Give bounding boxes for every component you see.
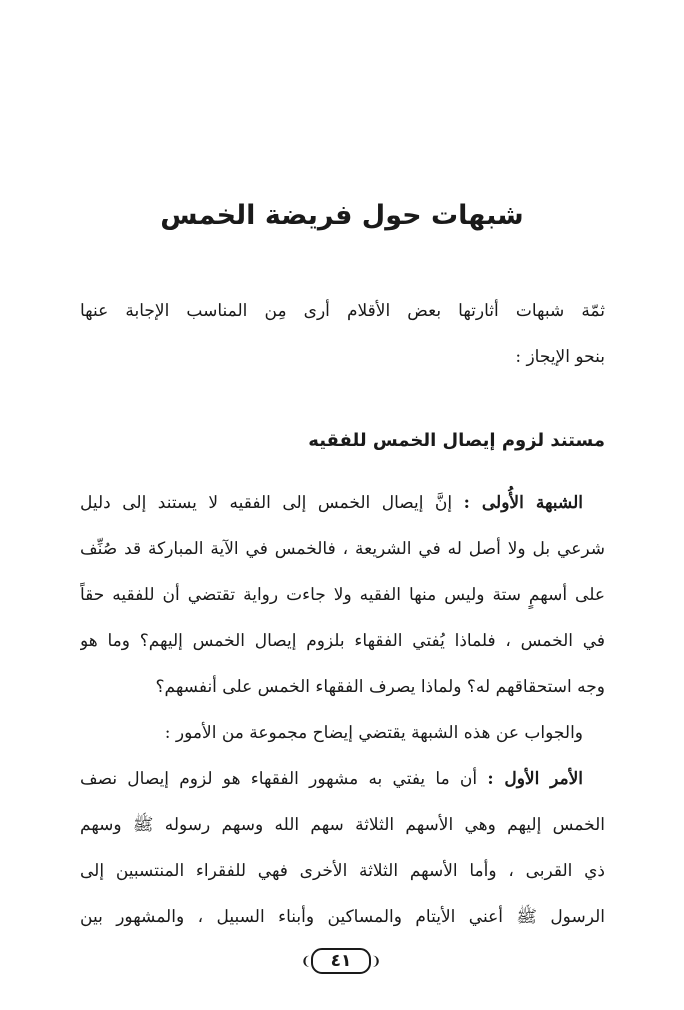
intro-line-1: ثمّة شبهات أثارتها بعض الأقلام أرى مِن المناسب الإجابة عنها bbox=[80, 301, 605, 321]
paragraph-line-5: وجه استحقاقهم له؟ ولماذا يصرف الفقهاء الخمس على أنفسهم؟ bbox=[155, 677, 605, 697]
paragraph-line-7-text: أن ما يفتي به مشهور الفقهاء هو لزوم إيصال نصف bbox=[80, 769, 478, 789]
paragraph-line-2: شرعي بل ولا أصل له في الشريعة ، فالخمس في الآية المباركة قد صُنِّف bbox=[80, 539, 605, 559]
ornament-left-icon: ❩ bbox=[301, 954, 312, 968]
main-paragraph bbox=[80, 480, 605, 940]
ornament-right-icon: ❨ bbox=[370, 954, 381, 968]
paragraph-line-7 bbox=[80, 756, 605, 802]
paragraph-line-10: الرسول ﷺ أعني الأيتام والمساكين وأبناء السبيل ، والمشهور بين bbox=[80, 907, 605, 927]
page-number-ornament bbox=[302, 948, 380, 974]
page-title: شبهات حول فريضة الخمس bbox=[160, 200, 524, 231]
intro-line-2: بنحو الإيجاز : bbox=[515, 347, 605, 367]
intro-paragraph bbox=[80, 288, 605, 380]
page-number: ٤١ bbox=[330, 951, 352, 971]
paragraph-line-1-text: إنَّ إيصال الخمس إلى الفقيه لا يستند إلى دليل bbox=[80, 493, 453, 513]
paragraph-line-6: والجواب عن هذه الشبهة يقتضي إيضاح مجموعة من الأمور : bbox=[164, 723, 583, 743]
paragraph-line-8: الخمس إليهم وهي الأسهم الثلاثة سهم الله وسهم رسوله ﷺ وسهم bbox=[80, 815, 605, 835]
paragraph-line-9: ذي القربى ، وأما الأسهم الثلاثة الأخرى فهي للفقراء المنتسبين إلى bbox=[80, 861, 605, 881]
shubha-label: الشبهة الأُولى : bbox=[463, 493, 583, 513]
amr-label: الأمر الأول : bbox=[487, 769, 583, 789]
section-heading: مستند لزوم إيصال الخمس للفقيه bbox=[308, 430, 605, 451]
paragraph-line-3: على أسهمٍ ستة وليس منها الفقيه ولا جاءت رواية تقتضي أن للفقيه حقاً bbox=[80, 585, 605, 605]
paragraph-line-1 bbox=[80, 480, 605, 526]
page-number-frame bbox=[301, 948, 381, 974]
paragraph-line-4: في الخمس ، فلماذا يُفتي الفقهاء بلزوم إيصال الخمس إليهم؟ وما هو bbox=[80, 631, 605, 651]
